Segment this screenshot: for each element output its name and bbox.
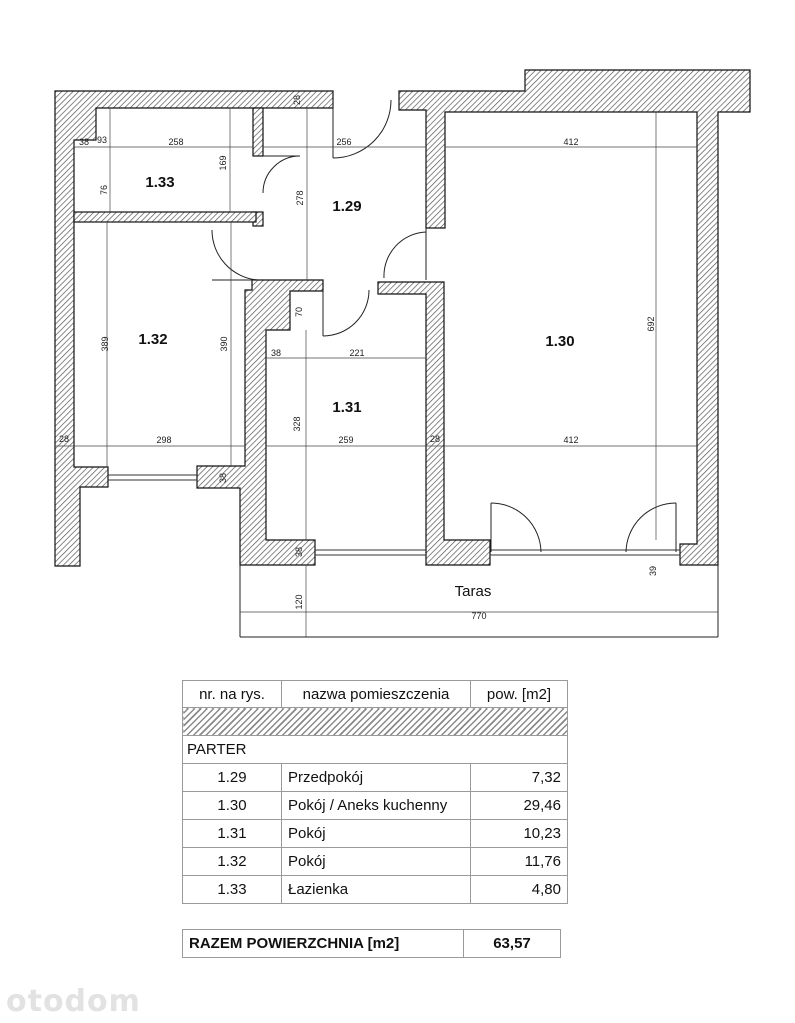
room-legend-table: [182, 680, 568, 904]
room-area: 11,76: [471, 848, 568, 876]
dim-label: 76: [99, 184, 109, 196]
table-row: [183, 820, 568, 848]
dim-label: 278: [295, 190, 305, 206]
room-name: Pokój: [282, 848, 471, 876]
room-name: Przedpokój: [282, 764, 471, 792]
dim-label: 120: [294, 594, 304, 610]
room-nr: 1.31: [183, 820, 282, 848]
wall-center: [197, 280, 323, 565]
windows: [108, 472, 680, 558]
room-nr: 1.30: [183, 792, 282, 820]
room-area: 29,46: [471, 792, 568, 820]
room-label-1-31: 1.31: [332, 399, 362, 416]
dim-label: 28: [292, 94, 302, 106]
dim-label: 221: [349, 348, 365, 358]
legend-section-row: [183, 736, 568, 764]
dim-label: 39: [648, 565, 658, 577]
legend-header-row: [183, 681, 568, 708]
room-label-1-30: 1.30: [545, 333, 575, 350]
dim-label: 390: [219, 336, 229, 352]
terrace: [240, 565, 718, 637]
table-row: [183, 876, 568, 904]
room-area: 10,23: [471, 820, 568, 848]
total-row: [183, 930, 561, 958]
dim-label: 412: [563, 435, 579, 445]
table-row: [183, 764, 568, 792]
header-nr: nr. na rys.: [183, 681, 282, 708]
wall-bath-stub-top: [253, 108, 263, 156]
wall-partition-bath: [74, 212, 256, 222]
dim-label: 38: [218, 472, 228, 484]
wall-right-partition: [378, 282, 490, 565]
dim-label: 298: [156, 435, 172, 445]
total-value: 63,57: [464, 930, 561, 958]
dim-label: 169: [218, 155, 228, 171]
dim-label: 70: [294, 306, 304, 318]
dim-label: 256: [336, 137, 352, 147]
dim-label: 28: [429, 434, 441, 444]
hatch-band: [183, 708, 568, 736]
room-area: 7,32: [471, 764, 568, 792]
room-name: Pokój: [282, 820, 471, 848]
room-nr: 1.32: [183, 848, 282, 876]
dim-label: 28: [58, 434, 70, 444]
dim-label: 328: [292, 416, 302, 432]
total-area-table: [182, 929, 561, 958]
room-area: 4,80: [471, 876, 568, 904]
dim-label: 38: [78, 137, 90, 147]
section-label: PARTER: [183, 736, 568, 764]
legend-hatch-row: [183, 708, 568, 736]
dim-label: 38: [294, 546, 304, 558]
dim-label: 412: [563, 137, 579, 147]
dim-label: 770: [471, 611, 487, 621]
watermark-logo: otodom: [6, 984, 141, 1019]
room-label-1-33: 1.33: [145, 174, 175, 191]
header-area: pow. [m2]: [471, 681, 568, 708]
room-label-1-29: 1.29: [332, 198, 362, 215]
room-name: Łazienka: [282, 876, 471, 904]
header-name: nazwa pomieszczenia: [282, 681, 471, 708]
total-label: RAZEM POWIERZCHNIA [m2]: [183, 930, 464, 958]
room-label-1-32: 1.32: [138, 331, 168, 348]
room-nr: 1.33: [183, 876, 282, 904]
dim-label: 38: [270, 348, 282, 358]
room-labels: [138, 174, 574, 600]
terrace-label: Taras: [454, 583, 492, 600]
dim-label: 258: [168, 137, 184, 147]
dim-label: 93: [96, 135, 108, 145]
wall-outer-left: [55, 91, 333, 566]
room-name: Pokój / Aneks kuchenny: [282, 792, 471, 820]
dim-label: 692: [646, 316, 656, 332]
room-nr: 1.29: [183, 764, 282, 792]
table-row: [183, 848, 568, 876]
dim-label: 389: [100, 336, 110, 352]
table-row: [183, 792, 568, 820]
dim-label: 259: [338, 435, 354, 445]
